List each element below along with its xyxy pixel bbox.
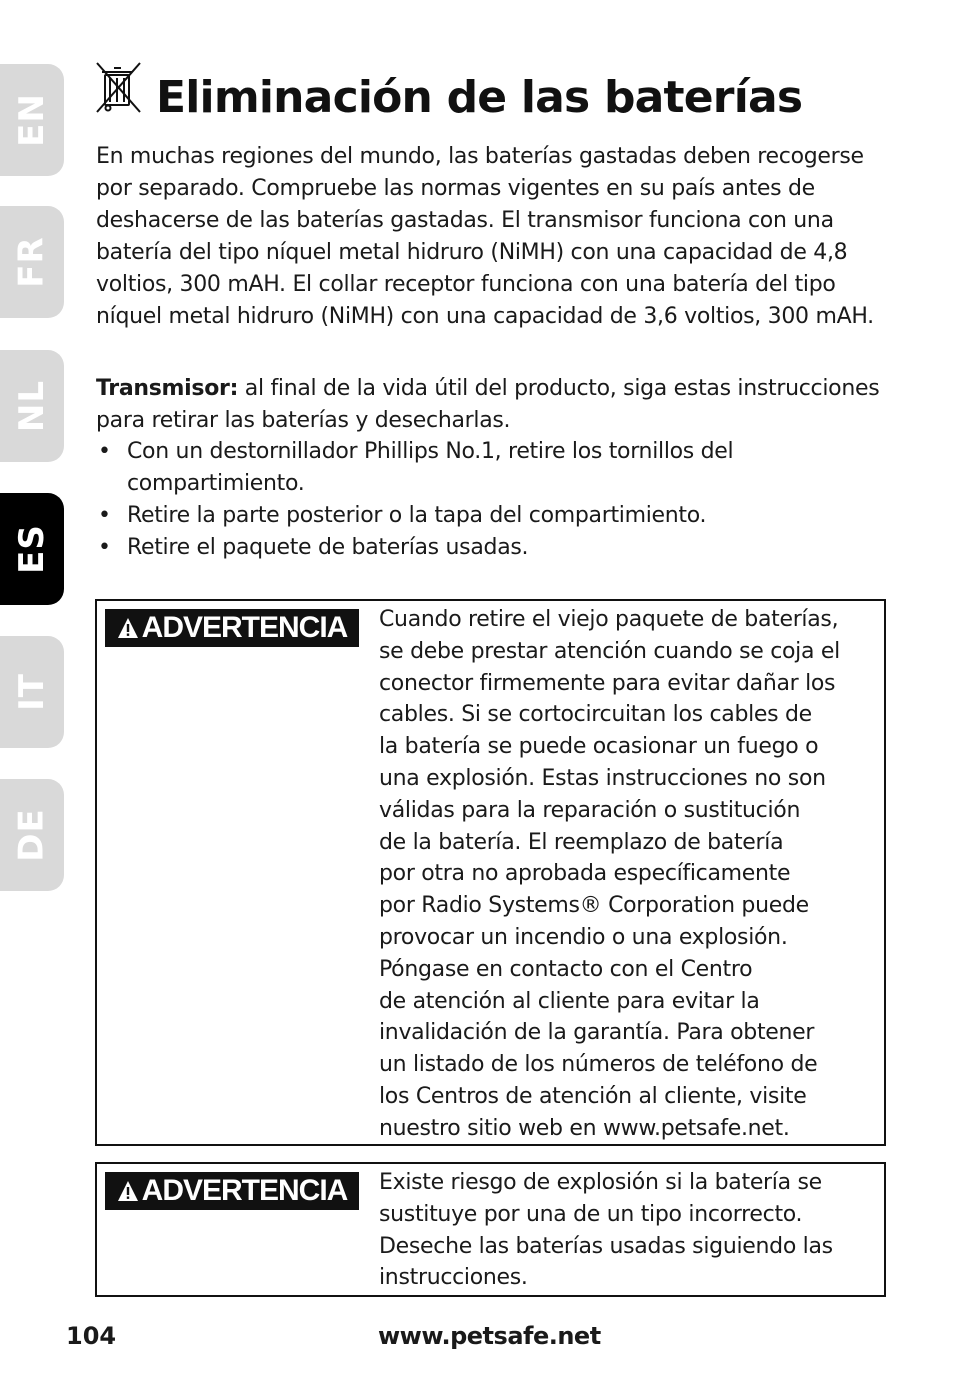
warning-triangle-icon <box>117 617 139 639</box>
footer-url[interactable]: www.petsafe.net <box>378 1322 601 1350</box>
language-tab-label: ES <box>12 524 52 574</box>
warning-text: Cuando retire el viejo paquete de baterías, se debe prestar atención cuando se coja el conector firmemente para evitar dañar los cables. Si se cortocircuitan los cables de la batería se puede ocasionar un fuego o una explosión. Estas instrucciones no son válidas para la reparación o sustitución de la batería. El reemplazo de batería por otra no aprobada específicamente por Radio Systems® Corporation puede provocar un incendio o una explosión. Póngase en contacto con el Centro de atención al cliente para evitar la invalidación de la garantía. Para obtener un listado de los números de teléfono de los Centros de atención al cliente, visite nuestro sitio web en www.petsafe.net. <box>379 607 840 1141</box>
list-item <box>96 532 886 564</box>
language-tab-it[interactable] <box>0 636 64 748</box>
language-tab-label: EN <box>12 93 52 147</box>
language-tab-de[interactable] <box>0 779 64 891</box>
language-tab-en[interactable] <box>0 64 64 176</box>
list-item-text: Retire el paquete de baterías usadas. <box>127 535 529 560</box>
transmitter-paragraph <box>96 373 886 437</box>
transmitter-text: al final de la vida útil del producto, siga estas instrucciones para retirar las baterías y desecharlas. <box>96 376 880 433</box>
language-tab-fr[interactable] <box>0 206 64 318</box>
list-item-text: Retire la parte posterior o la tapa del compartimiento. <box>127 503 707 528</box>
warning-label <box>105 609 359 647</box>
intro-paragraph: En muchas regiones del mundo, las baterías gastadas deben recogerse por separado. Compruebe las normas vigentes en su país antes de deshacerse de las baterías gastadas. El transmisor funciona con una batería del tipo níquel metal hidruro (NiMH) con una capacidad de 4,8 voltios, 300 mAH. El collar receptor funciona con una batería del tipo níquel metal hidruro (NiMH) con una capacidad de 3,6 voltios, 300 mAH. <box>96 144 874 329</box>
list-item-text: Con un destornillador Phillips No.1, retire los tornillos del compartimiento. <box>127 439 734 496</box>
warning-box <box>95 1162 886 1297</box>
warning-box <box>95 599 886 1146</box>
instruction-list <box>96 436 886 564</box>
title-row <box>94 60 803 123</box>
bullet-marker: • <box>98 503 111 528</box>
warning-label-text: ADVERTENCIA <box>141 1174 348 1207</box>
language-tab-label: IT <box>12 673 52 711</box>
warning-label-text: ADVERTENCIA <box>141 611 348 644</box>
warning-triangle-icon <box>117 1180 139 1202</box>
bullet-marker: • <box>98 439 111 464</box>
warning-text: Existe riesgo de explosión si la batería se sustituye por una de un tipo incorrecto. Deseche las baterías usadas siguiendo las instrucciones. <box>379 1170 833 1291</box>
list-item <box>96 436 886 500</box>
crossed-out-wheelie-bin-icon <box>94 60 146 116</box>
page-number: 104 <box>66 1322 117 1350</box>
language-tab-label: NL <box>12 379 52 433</box>
language-tab-label: DE <box>11 808 52 862</box>
bullet-marker: • <box>98 535 111 560</box>
language-tab-es[interactable] <box>0 493 64 605</box>
warning-label <box>105 1172 359 1210</box>
list-item <box>96 500 886 532</box>
page-title: Eliminación de las baterías <box>156 72 803 123</box>
language-tab-nl[interactable] <box>0 350 64 462</box>
language-tab-label: FR <box>12 236 52 288</box>
transmitter-label: Transmisor: <box>96 376 239 401</box>
